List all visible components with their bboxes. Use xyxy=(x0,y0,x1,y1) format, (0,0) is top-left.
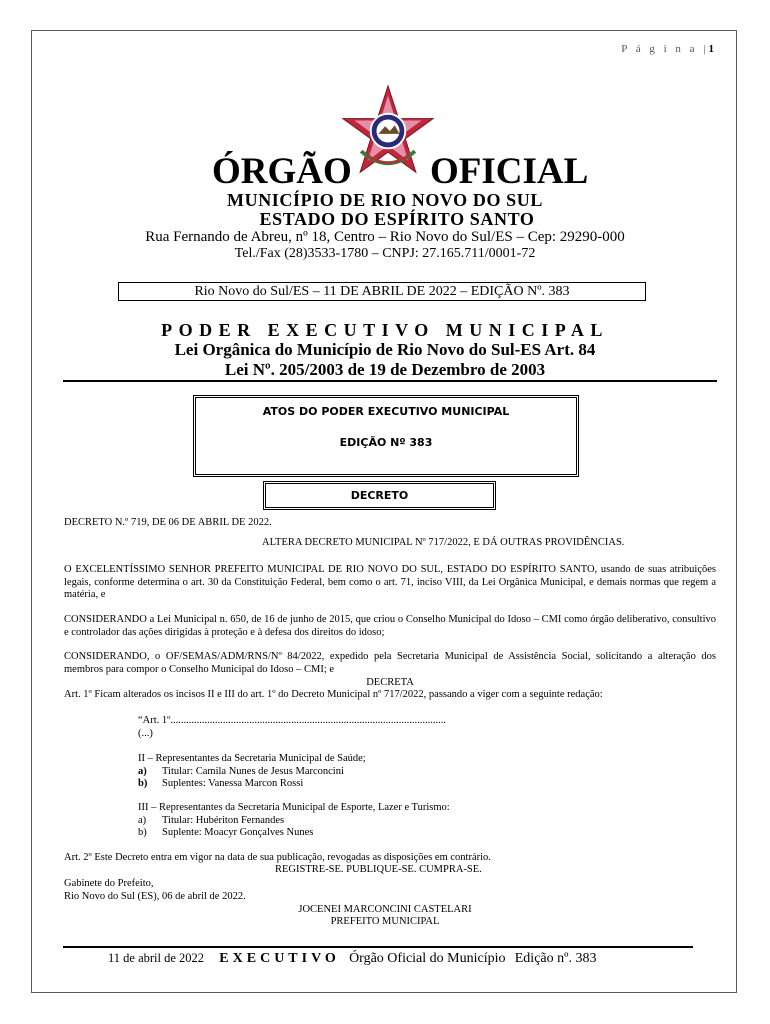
acts-box-edition: EDIÇÃO Nº 383 xyxy=(339,436,433,449)
item-ii-b-mark: b) xyxy=(138,778,148,789)
title-word-oficial: OFICIAL xyxy=(430,151,589,192)
decree-number: DECRETO N.º 719, DE 06 DE ABRIL DE 2022. xyxy=(64,517,272,528)
cabinet-line: Gabinete do Prefeito, xyxy=(64,878,154,889)
article-2: Art. 2º Este Decreto entra em vigor na data de sua publicação, revogadas as disposições em contrário. xyxy=(64,852,491,863)
footer-edition: Edição nº. 383 xyxy=(514,951,597,966)
considerando-2: CONSIDERANDO, o OF/SEMAS/ADM/RNS/Nº 84/2022, expedido pela Secretaria Municipal de Assistência Social, solicitando a alteração dos membros para compor o Conselho Municipal do Idoso – CMI; e xyxy=(64,651,716,675)
place-date-line: Rio Novo do Sul (ES), 06 de abril de 2022. xyxy=(64,891,246,902)
quoted-article: “Art. 1º......................................................................................................... xyxy=(138,715,447,726)
item-iii-b xyxy=(138,827,313,840)
signer-role: PREFEITO MUNICIPAL xyxy=(330,916,440,927)
page-number xyxy=(621,43,714,55)
page-number-value: 1 xyxy=(708,43,714,55)
article-1: Art. 1º Ficam alterados os incisos II e III do art. 1º do Decreto Municipal nº 717/2022, passando a viger com a seguinte redação: xyxy=(64,689,603,700)
item-ii-b xyxy=(138,778,303,791)
contact-line: Tel./Fax (28)3533-1780 – CNPJ: 27.165.711/0001-72 xyxy=(234,246,536,261)
item-iii-a-mark: a) xyxy=(138,815,147,826)
item-iii-b-text: Suplente: Moacyr Gonçalves Nunes xyxy=(162,827,314,838)
decree-preamble: O EXCELENTÍSSIMO SENHOR PREFEITO MUNICIPAL DE RIO NOVO DO SUL, ESTADO DO ESPÍRITO SANTO, usando de suas atribuições legais, conforme determina o art. 30 da Constituição Federal, bem como o art. 71, inciso VIII, da Lei Orgânica Municipal, e demais normas que regem a matéria, e xyxy=(64,564,716,600)
footer-date: 11 de abril de 2022 xyxy=(108,951,205,965)
footer-divider xyxy=(63,946,693,948)
page-footer xyxy=(108,950,596,967)
law-reference-1: Lei Orgânica do Município de Rio Novo do Sul-ES Art. 84 xyxy=(174,340,596,359)
title-word-orgao: ÓRGÃO xyxy=(212,151,352,192)
item-iii-a-text: Titular: Hubériton Fernandes xyxy=(162,815,285,826)
item-iii-b-mark: b) xyxy=(138,827,147,838)
decree-box: DECRETO xyxy=(263,481,496,510)
state-coat-of-arms xyxy=(340,84,436,180)
law-reference-2: Lei Nº. 205/2003 de 19 de Dezembro de 2003 xyxy=(224,360,546,379)
footer-executivo: EXECUTIVO xyxy=(219,951,340,966)
item-ii-b-text: Suplentes: Vanessa Marcon Rossi xyxy=(162,778,304,789)
item-ii-a-mark: a) xyxy=(138,766,147,777)
item-ii-a-text: Titular: Camila Nunes de Jesus Marconcini xyxy=(162,766,344,777)
footer-organ: Órgão Oficial do Município xyxy=(349,951,506,966)
header-divider xyxy=(63,380,717,382)
registre-line: REGISTRE-SE. PUBLIQUE-SE. CUMPRA-SE. xyxy=(275,864,482,875)
item-ii-title: II – Representantes da Secretaria Municipal de Saúde; xyxy=(138,753,366,764)
considerando-1: CONSIDERANDO a Lei Municipal n. 650, de 16 de junho de 2015, que criou o Conselho Municipal do Idoso – CMI como órgão deliberativo, consultivo e controlador das ações dirigidas à proteção e à defesa dos direitos do idoso; xyxy=(64,614,716,638)
edition-date-box: Rio Novo do Sul/ES – 11 DE ABRIL DE 2022 – EDIÇÃO Nº. 383 xyxy=(118,282,646,301)
quoted-ellipsis: (...) xyxy=(138,728,153,739)
signer-name: JOCENEI MARCONCINI CASTELARI xyxy=(298,904,472,915)
page-separator: | xyxy=(703,43,709,55)
address-line: Rua Fernando de Abreu, nº 18, Centro – Rio Novo do Sul/ES – Cep: 29290-000 xyxy=(145,229,625,245)
acts-box xyxy=(193,395,579,477)
decreta-heading: DECRETA xyxy=(366,677,414,688)
decree-ementa: ALTERA DECRETO MUNICIPAL Nº 717/2022, E DÁ OUTRAS PROVIDÊNCIAS. xyxy=(262,537,625,548)
page-label: P á g i n a xyxy=(621,43,698,55)
item-iii-title: III – Representantes da Secretaria Municipal de Esporte, Lazer e Turismo: xyxy=(138,802,450,813)
acts-box-title: ATOS DO PODER EXECUTIVO MUNICIPAL xyxy=(262,405,510,418)
power-heading: PODER EXECUTIVO MUNICIPAL xyxy=(161,320,609,340)
municipality-name: MUNICÍPIO DE RIO NOVO DO SUL xyxy=(227,190,543,210)
item-ii-a xyxy=(138,766,344,779)
item-iii-a xyxy=(138,815,284,828)
state-name: ESTADO DO ESPÍRITO SANTO xyxy=(259,209,535,229)
